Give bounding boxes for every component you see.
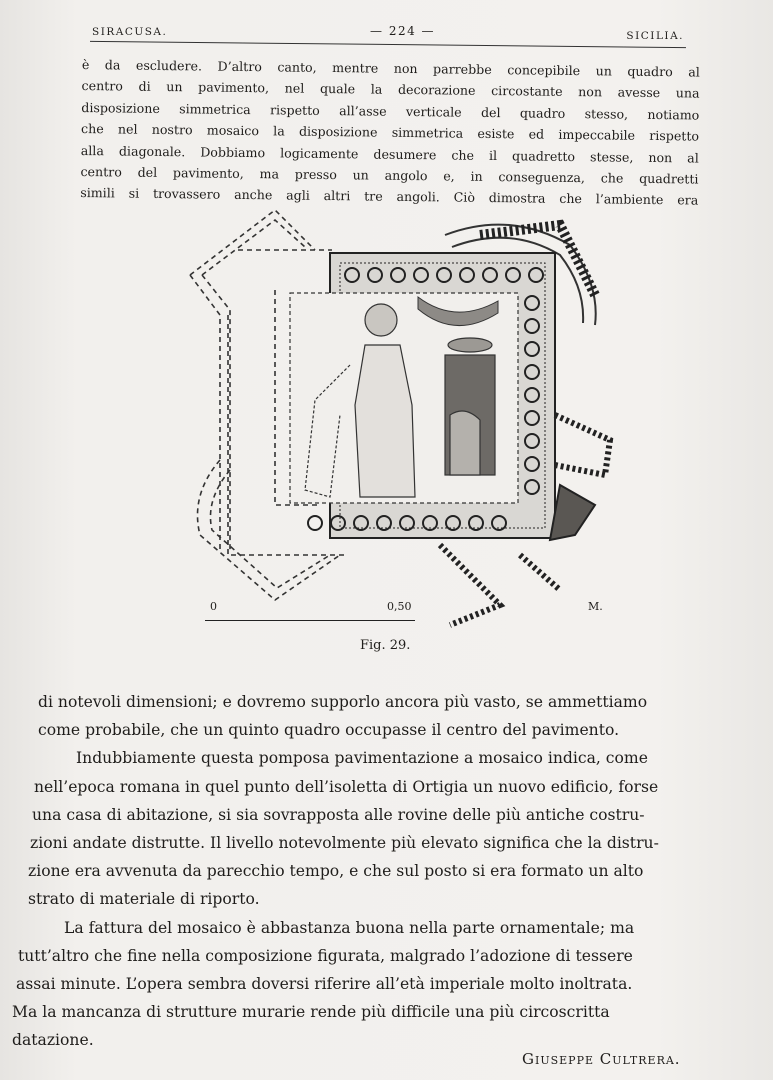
figure-caption: Fig. 29. bbox=[360, 638, 411, 653]
author-signature: Giuseppe Cultrera. bbox=[522, 1050, 681, 1068]
text-line: zioni andate distrutte. Il livello notevolmente più elevato significa che la distru- bbox=[30, 834, 659, 853]
text-line: che nel nostro mosaico la disposizione simmetrica esiste ed impeccabile rispetto bbox=[80, 121, 700, 144]
text-line: assai minute. L’opera sembra doversi riferire all’età imperiale molto inoltrata. bbox=[16, 975, 633, 994]
scale-bar bbox=[205, 620, 415, 621]
text-line: nell’epoca romana in quel punto dell’isoletta di Ortigia un nuovo edificio, forse bbox=[34, 777, 659, 796]
body-paragraphs bbox=[12, 688, 757, 1055]
top-paragraph bbox=[80, 54, 700, 211]
text-line: come probabile, che un quinto quadro occupasse il centro del pavimento. bbox=[38, 721, 620, 740]
figure-scale bbox=[205, 600, 625, 630]
mosaic-figure bbox=[180, 205, 620, 635]
text-line: centro di un pavimento, nel quale la decorazione circostante non avesse una bbox=[81, 78, 700, 101]
running-header bbox=[92, 22, 684, 44]
text-line: datazione. bbox=[12, 1031, 94, 1050]
scale-unit: M. bbox=[588, 600, 603, 613]
text-line: di notevoli dimensioni; e dovremo supporlo ancora più vasto, se ammettiamo bbox=[38, 693, 648, 711]
header-place: SIRACUSA. bbox=[92, 26, 168, 38]
text-line: disposizione simmetrica rispetto all’asse verticale del quadro stesso, notiamo bbox=[81, 99, 700, 123]
text-line: è da escludere. D’altro canto, mentre non parrebbe concepibile un quadro al bbox=[81, 56, 700, 80]
header-region: SICILIA. bbox=[626, 30, 684, 42]
text-line: alla diagonale. Dobbiamo logicamente desumere che il quadretto stesse, non al bbox=[80, 142, 699, 166]
text-line: zione era avvenuta da parecchio tempo, e che sul posto si era formato un alto bbox=[28, 862, 644, 881]
text-line: centro del pavimento, ma presso un angolo e, in conseguenza, che quadretti bbox=[80, 164, 699, 187]
text-line: Ma la mancanza di strutture murarie rende più difficile una più circoscritta bbox=[12, 1003, 610, 1022]
text-line: simili si trovassero anche agli altri tre angoli. Ciò dimostra che l’ambiente era bbox=[80, 185, 699, 208]
text-line: La fattura del mosaico è abbastanza buona nella parte ornamentale; ma bbox=[64, 918, 635, 937]
text-line: tutt’altro che fine nella composizione figurata, malgrado l’adozione di tessere bbox=[18, 946, 633, 965]
scale-zero: 0 bbox=[210, 600, 217, 613]
text-line: Indubbiamente questa pomposa pavimentazione a mosaico indica, come bbox=[76, 749, 648, 768]
page-number: — 224 — bbox=[370, 24, 436, 38]
text-line: una casa di abitazione, si sia sovrapposta alle rovine delle più antiche costru- bbox=[32, 805, 645, 824]
text-line: strato di materiale di riporto. bbox=[28, 890, 260, 909]
scale-half: 0,50 bbox=[387, 600, 412, 613]
